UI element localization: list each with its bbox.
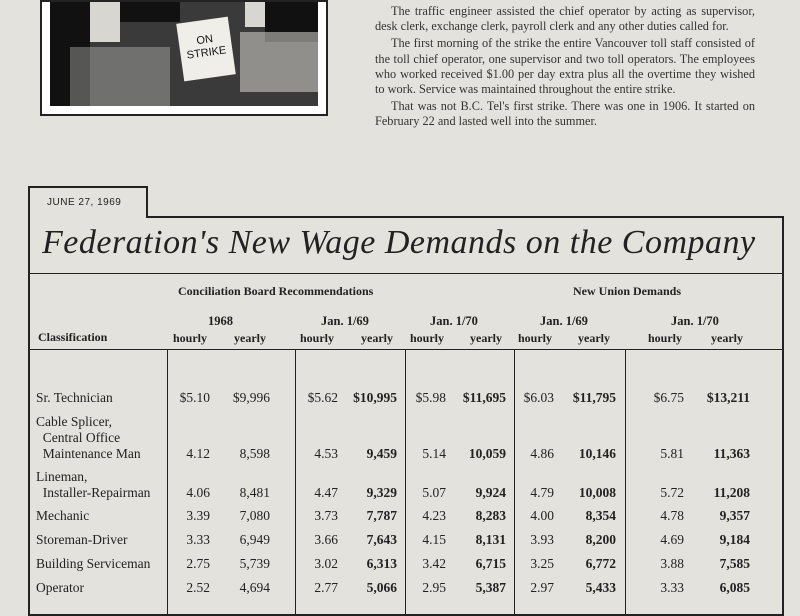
cell: 7,080: [239, 508, 270, 523]
cell: 8,354: [585, 508, 616, 523]
cell: 8,200: [585, 532, 616, 547]
row-label: Cable Splicer, Central Office Maintenance Man: [36, 414, 141, 461]
cell: $10,995: [353, 390, 397, 405]
cell: 4.79: [530, 485, 554, 500]
cell: 8,598: [239, 446, 270, 461]
cell: 5,739: [239, 556, 270, 571]
year-header: 1968: [208, 314, 233, 328]
cell: 4.00: [530, 508, 554, 523]
cell: 9,924: [475, 485, 506, 500]
cell: 2.95: [422, 580, 446, 595]
cell: 8,481: [239, 485, 270, 500]
hourly-header: hourly: [410, 331, 445, 345]
cell: 4.15: [422, 532, 446, 547]
union-header: New Union Demands: [573, 284, 682, 298]
cell: 3.88: [660, 556, 684, 571]
cell: 5.07: [422, 485, 446, 500]
cell: $5.10: [179, 390, 210, 405]
yearly-header: yearly: [361, 331, 393, 345]
year-header: Jan. 1/70: [671, 314, 719, 328]
cell: 4.86: [530, 446, 554, 461]
cell: 3.39: [186, 508, 210, 523]
article-paragraph: The first morning of the strike the entire Vancouver toll staff consisted of the toll chief operator, one supervisor and two toll operators. The employees who worked received $1.00 per day extra plus all the overtime they wished to work. Service was maintained throughout the entire strike.: [375, 36, 755, 97]
cell: 4,694: [239, 580, 270, 595]
cell: 5,066: [366, 580, 397, 595]
cell: 8,131: [475, 532, 506, 547]
cell: 10,059: [468, 446, 506, 461]
table-title: Federation's New Wage Demands on the Company: [42, 224, 756, 261]
cell: $11,695: [462, 390, 506, 405]
cell: 2.77: [314, 580, 338, 595]
cell: $6.03: [523, 390, 554, 405]
on-strike-sign: [176, 17, 236, 82]
cell: 11,208: [713, 485, 750, 500]
cell: 9,357: [719, 508, 750, 523]
cell: 6,949: [239, 532, 270, 547]
cell: 3.73: [314, 508, 338, 523]
cell: 6,313: [366, 556, 397, 571]
cell: 2.52: [186, 580, 210, 595]
cell: 5.81: [660, 446, 684, 461]
article-paragraph: The traffic engineer assisted the chief operator by acting as supervisor, desk clerk, exchange clerk, payroll clerk and any other duties called for.: [375, 4, 755, 34]
cell: 3.42: [422, 556, 446, 571]
cell: 4.12: [186, 446, 210, 461]
cell: 4.78: [660, 508, 684, 523]
cell: 4.47: [314, 485, 338, 500]
hourly-header: hourly: [518, 331, 553, 345]
row-label: Operator: [36, 580, 84, 595]
cell: 5,387: [475, 580, 506, 595]
cell: 10,008: [578, 485, 616, 500]
cell: 3.93: [530, 532, 554, 547]
cell: 2.97: [530, 580, 554, 595]
sign-text: ON STRIKE: [186, 32, 228, 62]
cell: 11,363: [713, 446, 750, 461]
cell: 9,184: [719, 532, 750, 547]
article-paragraph: That was not B.C. Tel's first strike. There was one in 1906. It started on February 22 and lasted well into the summer.: [375, 99, 755, 129]
cell: 8,283: [475, 508, 506, 523]
article-text: [375, 4, 755, 132]
cell: 9,329: [366, 485, 397, 500]
cell: $5.98: [415, 390, 446, 405]
cell: 3.33: [660, 580, 684, 595]
cell: 3.33: [186, 532, 210, 547]
year-header: Jan. 1/69: [540, 314, 588, 328]
classification-header: Classification: [38, 330, 108, 344]
hourly-header: hourly: [173, 331, 208, 345]
cell: 3.02: [314, 556, 338, 571]
row-label: Storeman-Driver: [36, 532, 128, 547]
strike-photo: [40, 0, 328, 116]
cell: 5.14: [422, 446, 446, 461]
cell: 9,459: [366, 446, 397, 461]
cell: 7,787: [366, 508, 397, 523]
conciliation-header: Conciliation Board Recommendations: [178, 284, 374, 298]
row-label: Building Serviceman: [36, 556, 151, 571]
date-tab: JUNE 27, 1969: [28, 186, 148, 218]
cell: $6.75: [653, 390, 684, 405]
cell: 7,643: [366, 532, 397, 547]
cell: 4.23: [422, 508, 446, 523]
hourly-header: hourly: [648, 331, 683, 345]
cell: 6,085: [719, 580, 750, 595]
cell: 5.72: [660, 485, 684, 500]
cell: 3.66: [314, 532, 338, 547]
hourly-header: hourly: [300, 331, 335, 345]
cell: 6,772: [585, 556, 616, 571]
yearly-header: yearly: [234, 331, 266, 345]
cell: $13,211: [706, 390, 750, 405]
cell: 6,715: [475, 556, 506, 571]
cell: 5,433: [585, 580, 616, 595]
yearly-header: yearly: [470, 331, 502, 345]
cell: 10,146: [578, 446, 616, 461]
row-label: Lineman, Installer-Repairman: [36, 469, 151, 500]
yearly-header: yearly: [578, 331, 610, 345]
yearly-header: yearly: [711, 331, 743, 345]
cell: 4.69: [660, 532, 684, 547]
wage-table: [28, 216, 784, 616]
cell: $5.62: [307, 390, 338, 405]
year-header: Jan. 1/70: [430, 314, 478, 328]
row-label: Mechanic: [36, 508, 90, 523]
year-header: Jan. 1/69: [321, 314, 369, 328]
cell: 3.25: [530, 556, 554, 571]
cell: 2.75: [186, 556, 210, 571]
cell: $11,795: [572, 390, 616, 405]
cell: $9,996: [232, 390, 270, 405]
cell: 7,585: [719, 556, 750, 571]
cell: 4.06: [186, 485, 210, 500]
photo-image: [50, 2, 318, 106]
cell: 4.53: [314, 446, 338, 461]
row-label: Sr. Technician: [36, 390, 113, 405]
